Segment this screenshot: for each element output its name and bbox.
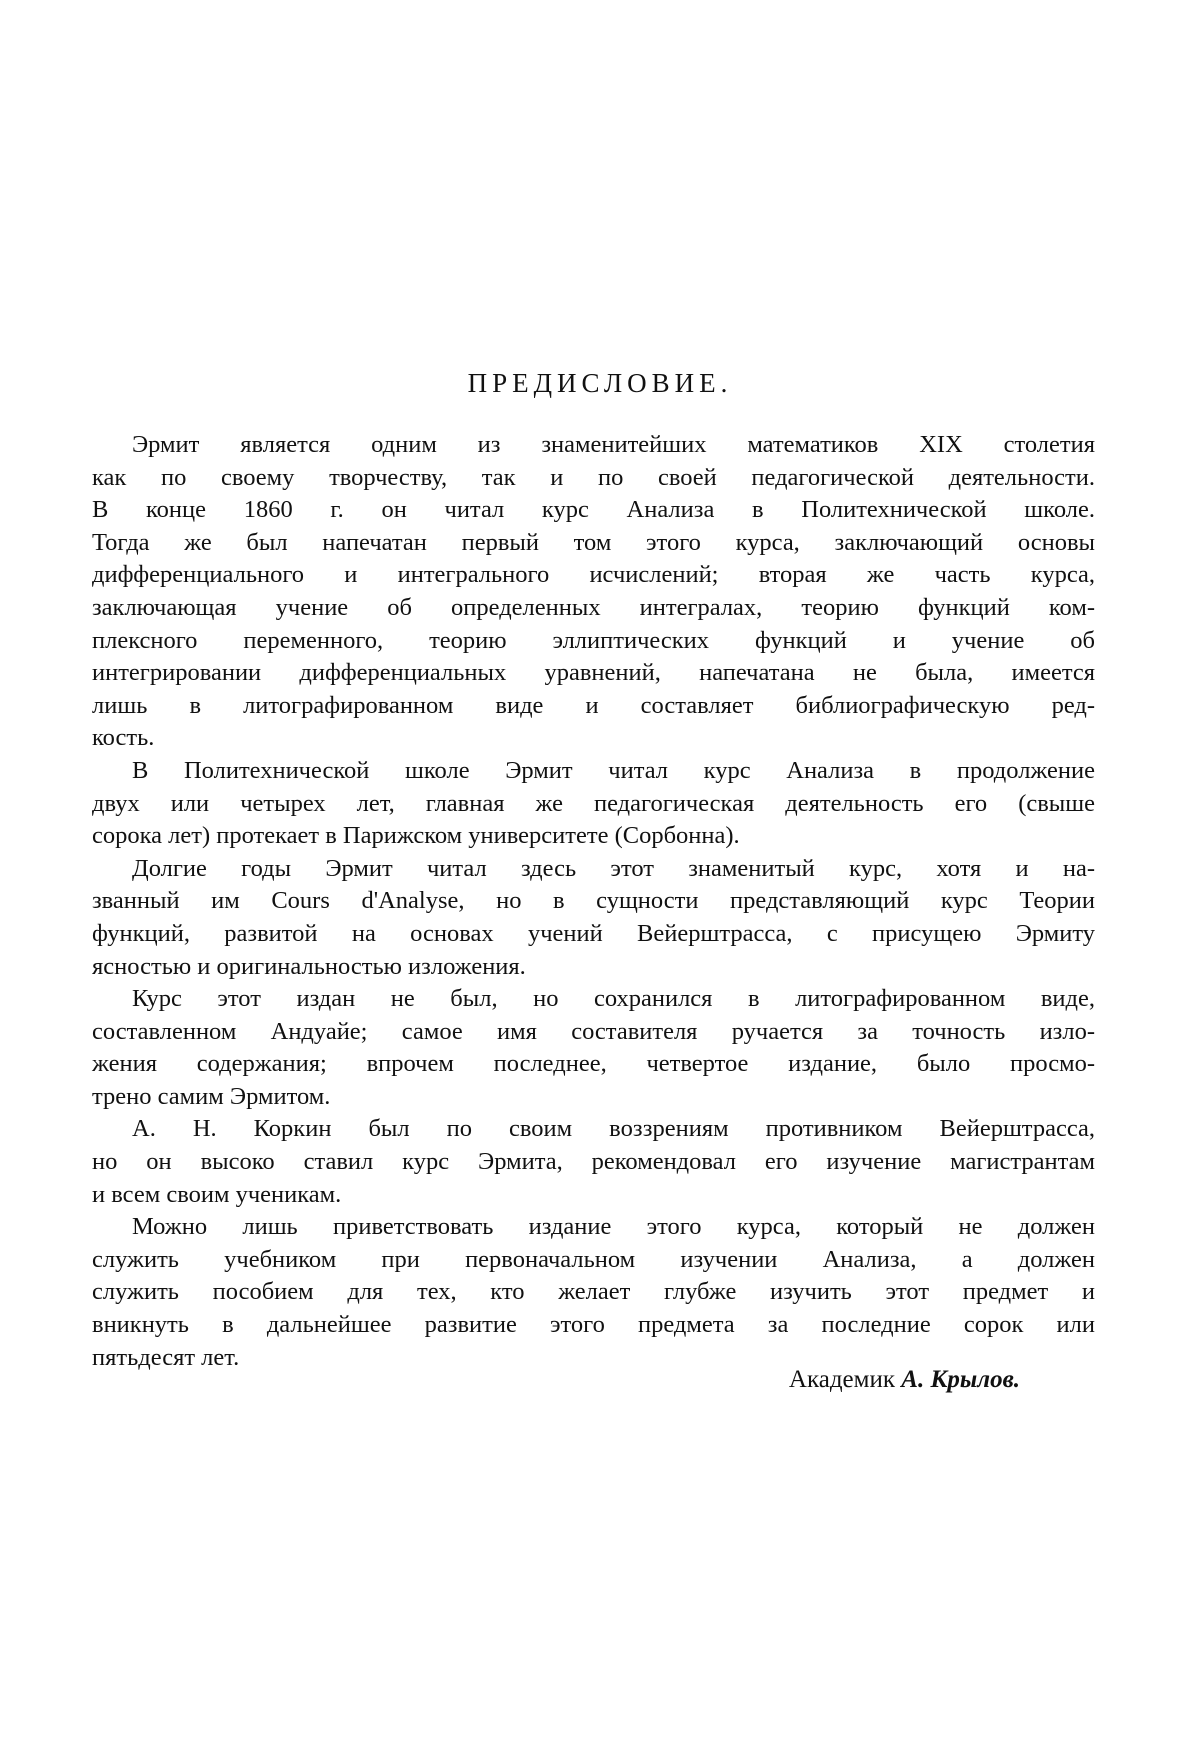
text-line: В конце 1860 г. он читал курс Анализа в Политехнической школе. [92, 494, 1095, 527]
text-line: Долгие годы Эрмит читал здесь этот знаменитый курс, хотя и на- [92, 853, 1095, 886]
text-line: А. Н. Коркин был по своим воззрениям противником Вейерштрасса, [92, 1113, 1095, 1146]
text-line: составленном Андуайе; самое имя составителя ручается за точность изло- [92, 1016, 1095, 1049]
text-line: жения содержания; впрочем последнее, четвертое издание, было просмо- [92, 1048, 1095, 1081]
page-title: ПРЕДИСЛОВИЕ. [0, 368, 1200, 399]
text-line: званный им Cours d'Analyse, но в сущности представляющий курс Теории [92, 885, 1095, 918]
signature [0, 1366, 1020, 1394]
text-line: но он высоко ставил курс Эрмита, рекомендовал его изучение магистрантам [92, 1146, 1095, 1179]
text-line: вникнуть в дальнейшее развитие этого предмета за последние сорок или [92, 1309, 1095, 1342]
text-line: функций, развитой на основах учений Вейерштрасса, с присущею Эрмиту [92, 918, 1095, 951]
text-line: служить учебником при первоначальном изучении Анализа, а должен [92, 1244, 1095, 1277]
paragraph-3 [92, 853, 1095, 983]
paragraph-6 [92, 1211, 1095, 1374]
text-line: дифференциального и интегрального исчислений; вторая же часть курса, [92, 559, 1095, 592]
text-line: и всем своим ученикам. [92, 1179, 1095, 1212]
text-line: служить пособием для тех, кто желает глубже изучить этот предмет и [92, 1276, 1095, 1309]
text-line: заключающая учение об определенных интегралах, теорию функций ком- [92, 592, 1095, 625]
text-line: интегрировании дифференциальных уравнений, напечатана не была, имеется [92, 657, 1095, 690]
signature-rank: Академик [789, 1366, 895, 1393]
text-line: В Политехнической школе Эрмит читал курс Анализа в продолжение [92, 755, 1095, 788]
text-line: Эрмит является одним из знаменитейших математиков XIX столетия [92, 429, 1095, 462]
signature-name: А. Крылов. [901, 1366, 1020, 1393]
paragraph-4 [92, 983, 1095, 1113]
text-line: Можно лишь приветствовать издание этого курса, который не должен [92, 1211, 1095, 1244]
text-line: ясностью и оригинальностью изложения. [92, 951, 1095, 984]
text-line: Тогда же был напечатан первый том этого курса, заключающий основы [92, 527, 1095, 560]
preface-text [92, 429, 1095, 1374]
text-line: Курс этот издан не был, но сохранился в литографированном виде, [92, 983, 1095, 1016]
text-line: кость. [92, 722, 1095, 755]
text-line: сорока лет) протекает в Парижском университете (Сорбонна). [92, 820, 1095, 853]
paragraph-1 [92, 429, 1095, 755]
text-line: пятьдесят лет. [92, 1342, 1095, 1375]
paragraph-5 [92, 1113, 1095, 1211]
text-line: лишь в литографированном виде и составляет библиографическую ред- [92, 690, 1095, 723]
paragraph-2 [92, 755, 1095, 853]
text-line: как по своему творчеству, так и по своей педагогической деятельности. [92, 462, 1095, 495]
text-line: плексного переменного, теорию эллиптических функций и учение об [92, 625, 1095, 658]
text-line: двух или четырех лет, главная же педагогическая деятельность его (свыше [92, 788, 1095, 821]
document-page [0, 0, 1200, 1747]
text-line: трено самим Эрмитом. [92, 1081, 1095, 1114]
